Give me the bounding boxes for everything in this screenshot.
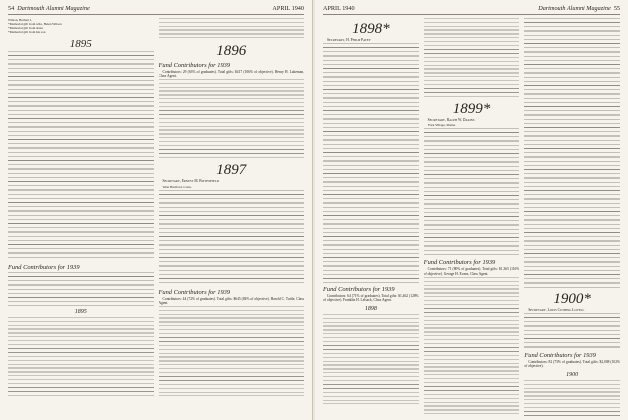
- page-number: 55: [613, 5, 620, 12]
- running-head: [8, 5, 304, 15]
- running-head: [323, 5, 620, 15]
- roster-name: Wilson, Herbert J.: [8, 19, 33, 22]
- secretary-line: Secretary, Ralph W. Dakins: [427, 118, 475, 122]
- secretary-line: Secretary, Louis Cushing Lovell: [528, 308, 585, 312]
- roster-name: *Memorial gift from his son: [8, 30, 46, 34]
- left-page: [0, 0, 313, 420]
- roster-name: *Memorial gift from sister: [8, 26, 44, 30]
- class-year-heading: 1900*: [553, 291, 591, 307]
- fund-stats: Contributors: 29 (63% of graduates). Total gifts: $417 (106% of objective). Henry H. Lakeman, Class Agent.: [158, 70, 304, 79]
- class-year-heading: 1898*: [352, 21, 390, 37]
- fund-heading: Fund Contributors for 1939: [8, 263, 80, 271]
- issue-date: APRIL 1940: [272, 5, 304, 12]
- right-page: [315, 0, 628, 420]
- class-year-heading: 1898: [364, 305, 377, 312]
- page-number: 54: [8, 5, 15, 12]
- fund-heading: Fund Contributors for 1939: [323, 286, 395, 294]
- fund-stats: Contributors: 71 (80% of graduates). Total gifts: $1,365 (116% of objective). George H. Evans, Class Agent.: [423, 267, 520, 276]
- address-line: West Hartford, Conn.: [162, 184, 192, 189]
- right-column-1: [323, 18, 419, 416]
- class-year-heading: 1897: [216, 162, 247, 179]
- address-line: York Village, Maine: [427, 123, 456, 128]
- roster-name: *Memorial gift from wife, Helen Wilson: [8, 22, 62, 26]
- secretary-line: Secretary, Ernest M. Bittenfield: [162, 179, 219, 184]
- body-text-block: [8, 51, 154, 261]
- fund-stats: Contributors: 82 (73% of graduates). Total gifts: $2,008 (102% of objective).: [524, 360, 621, 369]
- class-year-heading: 1899*: [452, 101, 491, 117]
- right-column-2: [424, 18, 520, 416]
- fund-heading: Fund Contributors for 1939: [158, 62, 231, 69]
- running-title: Dartmouth Alumni Magazine: [17, 5, 90, 12]
- secretary-line: Secretary, H. Philip Patey: [327, 38, 371, 42]
- class-year-heading: 1900: [566, 371, 579, 378]
- fund-heading: Fund Contributors for 1939: [158, 288, 231, 296]
- right-column-3: [524, 18, 620, 416]
- left-column-2: [159, 18, 305, 416]
- left-column-1: [8, 18, 154, 416]
- class-year-heading: 1895: [69, 37, 92, 50]
- issue-date: APRIL 1940: [323, 5, 355, 12]
- running-title: Dartmouth Alumni Magazine: [538, 5, 611, 12]
- fund-heading: Fund Contributors for 1939: [524, 352, 596, 360]
- roster: [8, 19, 154, 35]
- fund-stats: Contributors: 44 (72% of graduates). Total gifts: $645 (84% of objective). Harold C. Tuttle, Class Agent.: [158, 296, 304, 306]
- fund-heading: Fund Contributors for 1939: [423, 259, 496, 267]
- fund-stats: Contributors: 64 (71% of graduates). Total gifts: $1,462 (128% of objective). Franklin H. Lelsack, Class Agent.: [323, 294, 419, 303]
- class-year-heading: 1895: [74, 308, 87, 315]
- class-year-heading: 1896: [216, 43, 247, 59]
